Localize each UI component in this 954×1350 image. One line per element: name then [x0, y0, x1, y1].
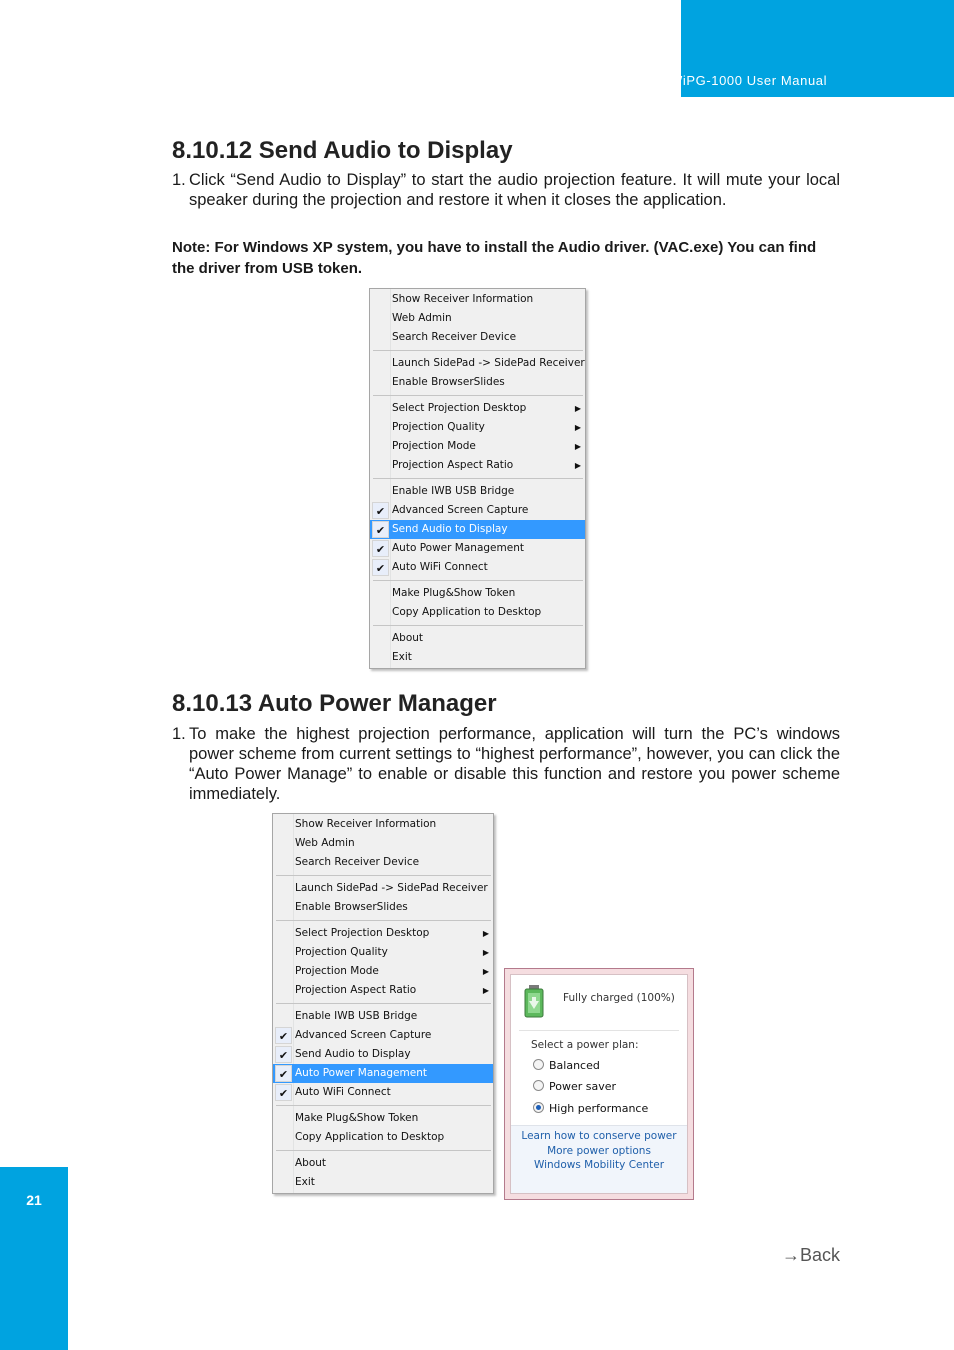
radio-icon: [533, 1102, 544, 1113]
menu-item-label: Projection Quality: [392, 421, 485, 433]
menu-item-label: Select Projection Desktop: [392, 402, 527, 414]
menu-item-label: Projection Quality: [295, 946, 388, 958]
submenu-arrow-icon: ▶: [574, 404, 581, 413]
checkmark-icon: ✔: [275, 1027, 292, 1044]
menu-item-projection-quality[interactable]: [273, 943, 493, 962]
menu-item-auto-power-management[interactable]: [370, 539, 585, 558]
menu-item-projection-quality[interactable]: [370, 418, 585, 437]
menu-item-exit[interactable]: [370, 648, 585, 667]
menu-item-projection-mode[interactable]: [273, 962, 493, 981]
menu-item-make-plug-show-token[interactable]: [370, 584, 585, 603]
menu-item-about[interactable]: [370, 629, 585, 648]
step-text: To make the highest projection performance, application will turn the PC’s windows power scheme from current settings to “highest performance”, however, you can click the “Auto Power Manage” to enable or disable this function and restore you power scheme immediately.: [189, 725, 840, 803]
menu-item-label: Projection Mode: [392, 440, 476, 452]
menu-separator: [370, 392, 585, 399]
menu-item-enable-browserslides[interactable]: [370, 373, 585, 392]
menu-item-enable-iwb-usb-bridge[interactable]: [370, 482, 585, 501]
divider: [519, 1030, 679, 1031]
menu-item-send-audio-to-display[interactable]: [273, 1045, 493, 1064]
link-conserve-power[interactable]: Learn how to conserve power: [521, 1130, 677, 1142]
submenu-arrow-icon: ▶: [482, 986, 489, 995]
menu-item-select-projection-desktop[interactable]: [370, 399, 585, 418]
power-flyout-panel: [510, 974, 688, 1194]
menu-item-label: Projection Aspect Ratio: [392, 459, 514, 471]
menu-item-show-receiver-information[interactable]: [370, 290, 585, 309]
checkmark-icon: ✔: [372, 521, 389, 538]
menu-item-label: Launch SidePad -> SidePad Receiver: [392, 357, 585, 369]
menu-item-label: Make Plug&Show Token: [295, 1112, 419, 1124]
step-number: 1.: [172, 725, 186, 743]
menu-item-launch-sidepad-sidepad-receiver[interactable]: [273, 879, 493, 898]
checkmark-icon: ✔: [275, 1046, 292, 1063]
menu-item-search-receiver-device[interactable]: [273, 853, 493, 872]
menu-item-label: Show Receiver Information: [392, 293, 534, 305]
menu-item-enable-iwb-usb-bridge[interactable]: [273, 1007, 493, 1026]
menu-item-advanced-screen-capture[interactable]: [370, 501, 585, 520]
menu-item-label: Exit: [295, 1176, 315, 1188]
step-number: 1.: [172, 171, 186, 189]
menu-separator: [273, 1000, 493, 1007]
tray-context-menu: [272, 813, 494, 1194]
menu-item-projection-aspect-ratio[interactable]: [370, 456, 585, 475]
menu-item-web-admin[interactable]: [273, 834, 493, 853]
menu-item-label: Make Plug&Show Token: [392, 587, 516, 599]
menu-item-enable-browserslides[interactable]: [273, 898, 493, 917]
menu-separator: [370, 577, 585, 584]
power-links-area: [511, 1125, 687, 1193]
menu-separator: [370, 475, 585, 482]
menu-item-show-receiver-information[interactable]: [273, 815, 493, 834]
section-heading-auto-power: 8.10.13 Auto Power Manager: [172, 690, 497, 717]
menu-separator: [273, 872, 493, 879]
menu-item-label: Launch SidePad -> SidePad Receiver: [295, 882, 488, 894]
menu-item-label: Search Receiver Device: [295, 856, 420, 868]
menu-item-label: Enable IWB USB Bridge: [295, 1010, 418, 1022]
menu-item-make-plug-show-token[interactable]: [273, 1109, 493, 1128]
menu-separator: [273, 1147, 493, 1154]
page-number: 21: [26, 1192, 42, 1208]
link-mobility-center[interactable]: Windows Mobility Center: [533, 1159, 665, 1171]
radio-label: Power saver: [549, 1080, 617, 1093]
menu-item-projection-aspect-ratio[interactable]: [273, 981, 493, 1000]
battery-status: Fully charged (100%): [563, 992, 675, 1004]
menu-item-auto-power-management[interactable]: [273, 1064, 493, 1083]
note-text: Note: For Windows XP system, you have to install the Audio driver. (VAC.exe) You can find the driver from USB token.: [172, 239, 817, 277]
menu-separator: [370, 622, 585, 629]
menu-item-label: About: [392, 632, 424, 644]
menu-item-label: Send Audio to Display: [295, 1048, 411, 1060]
submenu-arrow-icon: ▶: [574, 461, 581, 470]
menu-item-search-receiver-device[interactable]: [370, 328, 585, 347]
radio-high-performance[interactable]: [533, 1102, 648, 1115]
menu-item-label: Advanced Screen Capture: [295, 1029, 432, 1041]
menu-item-label: Web Admin: [295, 837, 355, 849]
menu-item-label: Copy Application to Desktop: [295, 1131, 445, 1143]
menu-item-exit[interactable]: [273, 1173, 493, 1192]
step-auto-power: [172, 724, 840, 804]
menu-item-advanced-screen-capture[interactable]: [273, 1026, 493, 1045]
menu-item-label: Enable BrowserSlides: [295, 901, 408, 913]
power-flyout: [504, 968, 694, 1200]
submenu-arrow-icon: ▶: [574, 442, 581, 451]
menu-item-label: Advanced Screen Capture: [392, 504, 529, 516]
menu-item-label: Auto WiFi Connect: [295, 1086, 391, 1098]
menu-item-label: Auto Power Management: [295, 1067, 427, 1079]
submenu-arrow-icon: ▶: [482, 967, 489, 976]
menu-item-label: Exit: [392, 651, 412, 663]
checkmark-icon: ✔: [275, 1065, 292, 1082]
link-more-power-options[interactable]: More power options: [547, 1145, 651, 1157]
menu-separator: [370, 347, 585, 354]
menu-item-label: Select Projection Desktop: [295, 927, 430, 939]
menu-item-about[interactable]: [273, 1154, 493, 1173]
menu-item-copy-application-to-desktop[interactable]: [273, 1128, 493, 1147]
tray-context-menu: [369, 288, 586, 669]
menu-item-label: Web Admin: [392, 312, 452, 324]
back-link[interactable]: →Back: [781, 1245, 840, 1265]
menu-item-label: Copy Application to Desktop: [392, 606, 542, 618]
manual-title: WiPG-1000 User Manual: [670, 73, 828, 88]
menu-item-label: Projection Aspect Ratio: [295, 984, 417, 996]
step-send-audio: [172, 170, 840, 210]
checkmark-icon: ✔: [372, 559, 389, 576]
menu-item-copy-application-to-desktop[interactable]: [370, 603, 585, 622]
radio-icon: [533, 1059, 544, 1070]
radio-power-saver[interactable]: [533, 1080, 616, 1093]
menu-item-launch-sidepad-sidepad-receiver[interactable]: [370, 354, 585, 373]
menu-separator: [273, 1102, 493, 1109]
menu-item-select-projection-desktop[interactable]: [273, 924, 493, 943]
radio-label: High performance: [549, 1102, 649, 1115]
menu-item-label: Send Audio to Display: [392, 523, 508, 535]
radio-label: Balanced: [549, 1059, 600, 1072]
radio-icon: [533, 1080, 544, 1091]
checkmark-icon: ✔: [372, 540, 389, 557]
power-plan-label: Select a power plan:: [531, 1039, 639, 1051]
battery-plug-icon: [523, 985, 545, 1019]
menu-item-label: Search Receiver Device: [392, 331, 517, 343]
section-heading-send-audio: 8.10.12 Send Audio to Display: [172, 137, 513, 164]
menu-item-label: Projection Mode: [295, 965, 379, 977]
menu-item-label: About: [295, 1157, 327, 1169]
menu-item-label: Show Receiver Information: [295, 818, 437, 830]
submenu-arrow-icon: ▶: [574, 423, 581, 432]
menu-item-auto-wifi-connect[interactable]: [370, 558, 585, 577]
menu-item-label: Auto Power Management: [392, 542, 524, 554]
checkmark-icon: ✔: [275, 1084, 292, 1101]
menu-item-web-admin[interactable]: [370, 309, 585, 328]
menu-item-label: Enable BrowserSlides: [392, 376, 505, 388]
menu-separator: [273, 917, 493, 924]
menu-item-send-audio-to-display[interactable]: [370, 520, 585, 539]
menu-item-label: Enable IWB USB Bridge: [392, 485, 515, 497]
step-text: Click “Send Audio to Display” to start the audio projection feature. It will mute your local speaker during the projection and restore it when it closes the application.: [189, 171, 840, 209]
menu-item-auto-wifi-connect[interactable]: [273, 1083, 493, 1102]
radio-balanced[interactable]: [533, 1059, 600, 1072]
menu-item-projection-mode[interactable]: [370, 437, 585, 456]
menu-item-label: Auto WiFi Connect: [392, 561, 488, 573]
checkmark-icon: ✔: [372, 502, 389, 519]
submenu-arrow-icon: ▶: [482, 948, 489, 957]
submenu-arrow-icon: ▶: [482, 929, 489, 938]
